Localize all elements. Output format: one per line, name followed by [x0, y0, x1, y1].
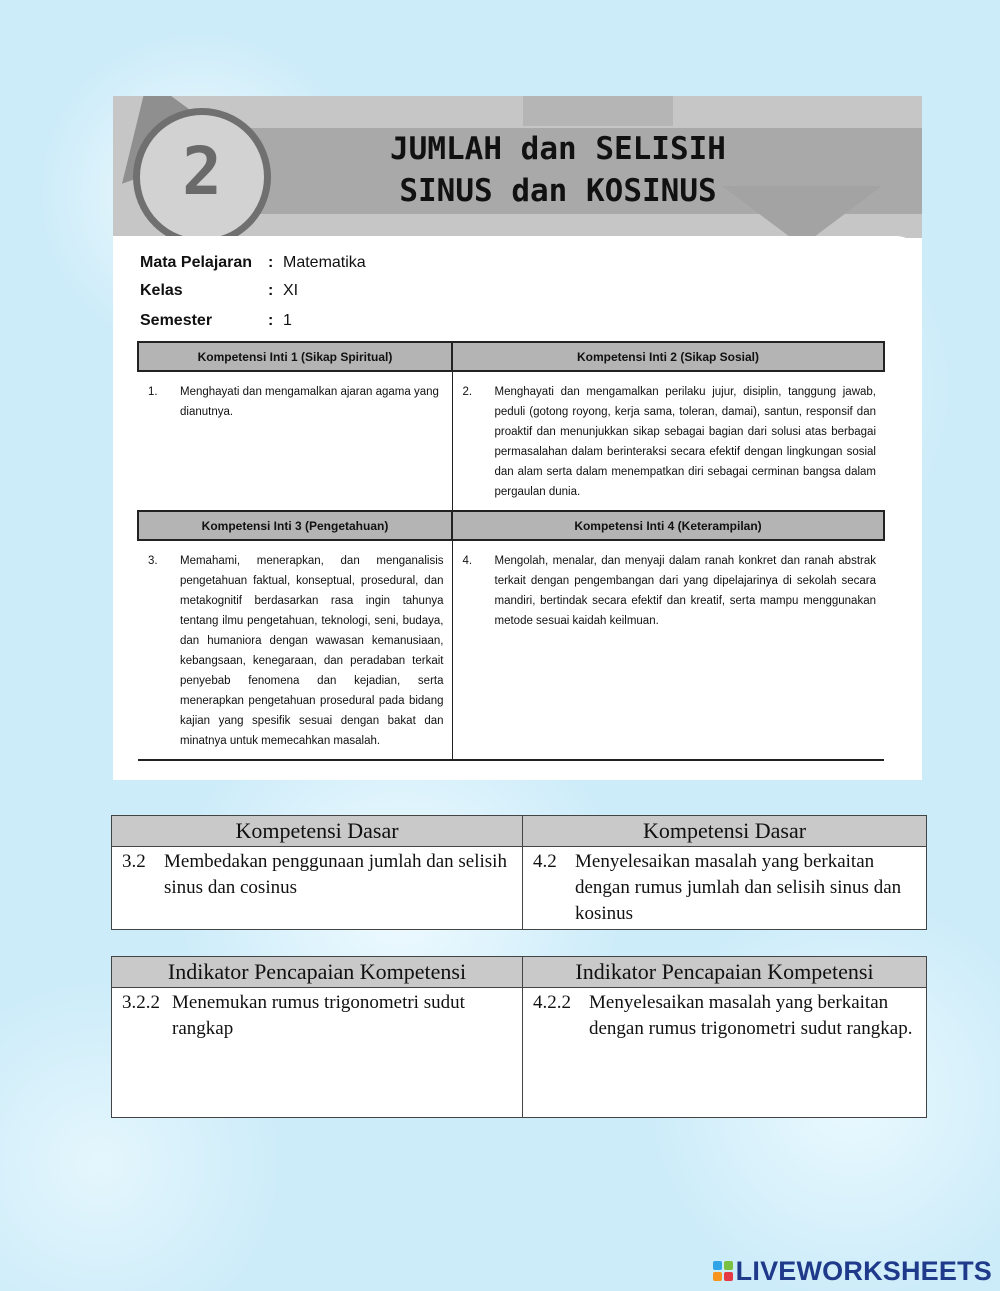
kd-cell-left: 3.2 Membedakan penggunaan jumlah dan selisih sinus dan cosinus: [112, 847, 523, 930]
liveworksheets-mark-icon: [713, 1261, 733, 1281]
logo-text: LIVEWORKSHEETS: [735, 1255, 992, 1286]
ki4-header: Kompetensi Inti 4 (Keterampilan): [452, 511, 884, 540]
ki2-cell: 2. Menghayati dan mengamalkan perilaku jujur, disiplin, tanggung jawab, peduli (gotong royong, kerja sama, toleran, damai), santun, responsif dan proaktif dan menunjukkan sikap sebagai bagian dari solusi atas berbagai permasalahan dalam berinteraksi secara efektif dengan lingkungan sosial dan alam serta dalam menempatkan diri sebagai cerminan bangsa dalam pergaulan dunia.: [452, 371, 884, 511]
kd-cell-right: 4.2 Menyelesaikan masalah yang berkaitan dengan rumus jumlah dan selisih sinus dan kosinus: [523, 847, 927, 930]
ki2-header: Kompetensi Inti 2 (Sikap Sosial): [452, 342, 884, 371]
textbook-scan: [113, 96, 922, 780]
book-body: Mata Pelajaran : Matematika Kelas : XI Semester : 1 Kompetensi Inti 1 (Sikap Spiritual) Kompetensi Inti 2 (Sikap Sosial) 1. Menghayati dan mengamalkan ajaran agama yang dianutnya. 2. Menghayati dan mengamalkan perilaku jujur, disiplin, tanggung jawab, peduli (gotong royong, kerja sama, toleran, damai), santun, responsif dan proaktif dan menunjukkan sikap sebagai bagian dari solusi atas berbagai permasalahan dalam berinteraksi secara efektif dengan lingkungan sosial dan alam serta dalam menempatkan diri sebagai cerminan bangsa dalam pergaulan dunia. Kompetensi Inti 3 (Pengetahuan) Kompetensi Inti 4 (Keterampilan) 3. Memahami, menerapkan, dan menganalisis pengetahuan faktual, konseptual, prosedural, dan metakognitif berdasarkan rasa ingin tahunya tentang ilmu pengetahuan, teknologi, seni, budaya, dan humaniora dengan wawasan kemanusiaan, kebangsaan, kenegaraan, dan peradaban terkait penyebab fenomena dan kejadian, serta menerapkan pengetahuan prosedural pada bidang kajian yang spesifik sesuai dengan bakat dan minatnya untuk memecahkan masalah. 4. Mengolah, menalar, dan menyaji dalam ranah konkret dan ranah abstrak terkait dengan pengembangan dari yang dipelajarinya di sekolah secara mandiri, bertindak secara efektif dan kreatif, serta mampu menggunakan metode sesuai kaidah keilmuan.: [113, 236, 922, 780]
ki1-header: Kompetensi Inti 1 (Sikap Spiritual): [138, 342, 452, 371]
ipk-header-right: Indikator Pencapaian Kompetensi: [523, 957, 927, 988]
chapter-number: 2: [182, 133, 222, 210]
kd-header-right: Kompetensi Dasar: [523, 816, 927, 847]
ipk-header-left: Indikator Pencapaian Kompetensi: [112, 957, 523, 988]
indikator-table: [111, 956, 927, 1118]
ki3-header: Kompetensi Inti 3 (Pengetahuan): [138, 511, 452, 540]
liveworksheets-logo: [713, 1254, 992, 1288]
kd-header-left: Kompetensi Dasar: [112, 816, 523, 847]
chapter-number-badge: [133, 108, 271, 238]
chapter-banner: [113, 96, 922, 238]
ki4-cell: 4. Mengolah, menalar, dan menyaji dalam ranah konkret dan ranah abstrak terkait dengan pengembangan dari yang dipelajarinya di sekolah secara mandiri, bertindak secara efektif dan kreatif, serta mampu menggunakan metode sesuai kaidah keilmuan.: [452, 540, 884, 760]
ipk-cell-right: 4.2.2 Menyelesaikan masalah yang berkaitan dengan rumus trigonometri sudut rangkap.: [523, 988, 927, 1118]
chapter-title: JUMLAH dan SELISIH SINUS dan KOSINUS: [390, 131, 726, 209]
kompetensi-inti-table: [137, 341, 885, 761]
ipk-cell-left: 3.2.2 Menemukan rumus trigonometri sudut rangkap: [112, 988, 523, 1118]
kompetensi-dasar-table: [111, 815, 927, 930]
ki3-cell: 3. Memahami, menerapkan, dan menganalisis pengetahuan faktual, konseptual, prosedural, dan metakognitif berdasarkan rasa ingin tahunya tentang ilmu pengetahuan, teknologi, seni, budaya, dan humaniora dengan wawasan kemanusiaan, kebangsaan, kenegaraan, dan peradaban terkait penyebab fenomena dan kejadian, serta menerapkan pengetahuan prosedural pada bidang kajian yang spesifik sesuai dengan bakat dan minatnya untuk memecahkan masalah.: [138, 540, 452, 760]
ki1-cell: 1. Menghayati dan mengamalkan ajaran agama yang dianutnya.: [148, 386, 439, 418]
